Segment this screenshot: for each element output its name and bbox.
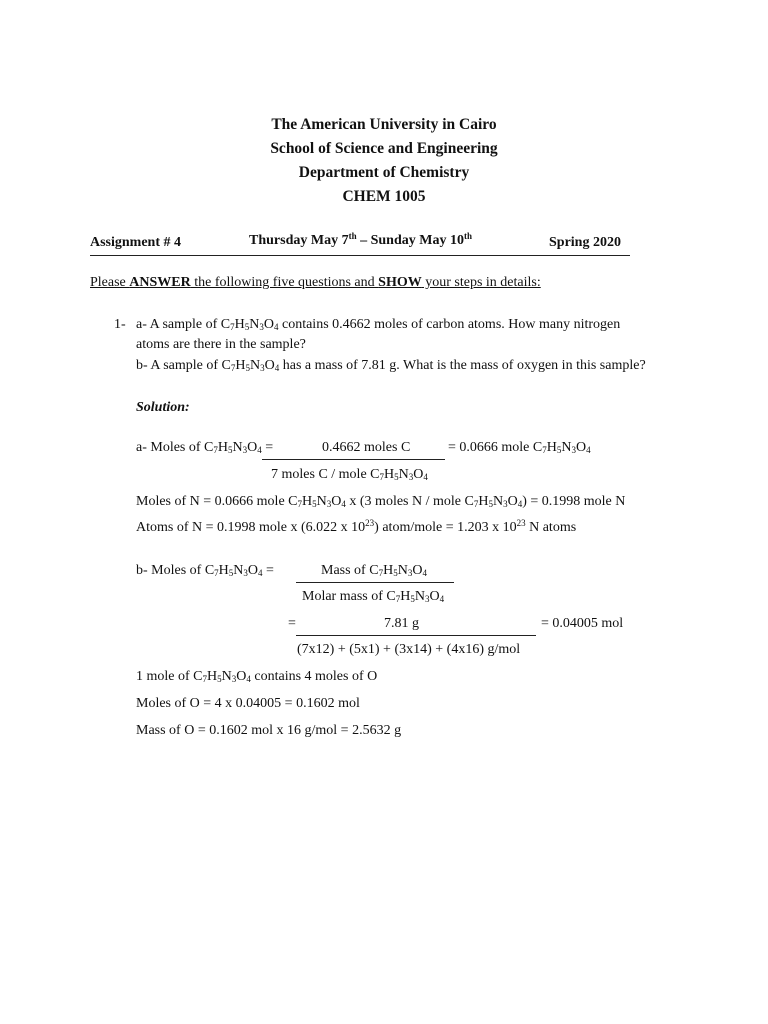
formula: $C_7H_5N_3O_4$ <box>386 589 445 604</box>
solution-b-label: b- Moles of $C_7H_5N_3O_4$ = <box>136 563 274 578</box>
formula: $C_7H_5N_3O_4$ <box>369 563 427 578</box>
question-a-line1: a- A sample of $C_7H_5N_3O_4$ contains 0.4662 moles of carbon atoms. How many nitrogen <box>136 317 621 332</box>
assignment-number: Assignment # 4 <box>90 235 182 250</box>
solution-label: Solution: <box>136 400 190 415</box>
formula: $C_7H_5N_3O_4$ <box>532 440 591 455</box>
solution-a-label: a- Moles of $C_7H_5N_3O_4$ = <box>136 440 274 455</box>
atoms-n-line: Atoms of N = 0.1998 mole x (6.022 x $10^{23}$) atom/mole = 1.203 x $10^{23}$ N atoms <box>136 518 577 535</box>
formula: $C_7H_5N_3O_4$ <box>193 669 251 684</box>
oxygen-line-2: Moles of O = 4 x 0.04005 = 0.1602 mol <box>136 696 360 711</box>
university-name: The American University in Cairo <box>271 116 497 133</box>
oxygen-line-3: Mass of O = 0.1602 mol x 16 g/mol = 2.5632 g <box>136 723 402 738</box>
department-name: Department of Chemistry <box>298 164 470 181</box>
formula: $C_7H_5N_3O_4$ <box>221 358 280 373</box>
formula: $C_7H_5N_3O_4$ <box>220 317 279 332</box>
fraction-bar <box>296 635 536 636</box>
question-number: 1- <box>114 317 126 332</box>
solution-b-result: = 0.04005 mol <box>541 616 624 631</box>
school-name: School of Science and Engineering <box>270 140 498 157</box>
semester: Spring 2020 <box>549 235 621 250</box>
header-divider <box>90 255 630 256</box>
fraction-bar <box>296 582 454 583</box>
formula: $C_7H_5N_3O_4$ <box>464 494 523 509</box>
assignment-dates: Thursday May 7th – Sunday May 10th <box>249 231 472 248</box>
solution-b-eq2: = <box>288 616 296 631</box>
moles-n-line: Moles of N = 0.0666 mole $C_7H_5N_3O_4$ x (3 moles N / mole $C_7H_5N_3O_4) = 0.1998$ mole N <box>136 494 626 509</box>
question-a-line2: atoms are there in the sample? <box>136 337 306 352</box>
solution-a-numerator: 0.4662 moles C <box>322 440 411 455</box>
course-code: CHEM 1005 <box>342 188 426 205</box>
solution-b-numerator: Mass of $C_7H_5N_3O_4$ <box>321 563 427 578</box>
fraction-bar <box>262 459 445 460</box>
oxygen-line-1: 1 mole of $C_7H_5N_3O_4$ contains 4 moles of O <box>136 669 378 684</box>
instructions: Please ANSWER the following five questions and SHOW your steps in details: <box>90 275 541 290</box>
question-b: b- A sample of $C_7H_5N_3O_4$ has a mass of 7.81 g. What is the mass of oxygen in this sample? <box>136 358 646 373</box>
solution-b-denominator2: (7x12) + (5x1) + (3x14) + (4x16) g/mol <box>297 642 521 657</box>
solution-b-numerator2: 7.81 g <box>384 616 419 631</box>
formula: $C_7H_5N_3O_4$ <box>204 440 262 455</box>
solution-a-result: = 0.0666 mole $C_7H_5N_3O_4$ <box>448 440 591 455</box>
formula: $C_7H_5N_3O_4$ <box>288 494 346 509</box>
formula: $C_7H_5N_3O_4$ <box>370 467 428 482</box>
solution-a-denominator: 7 moles C / mole $C_7H_5N_3O_4$ <box>271 467 428 482</box>
formula: $C_7H_5N_3O_4$ <box>204 563 263 578</box>
solution-b-denominator: Molar mass of $C_7H_5N_3O_4$ <box>302 589 445 604</box>
